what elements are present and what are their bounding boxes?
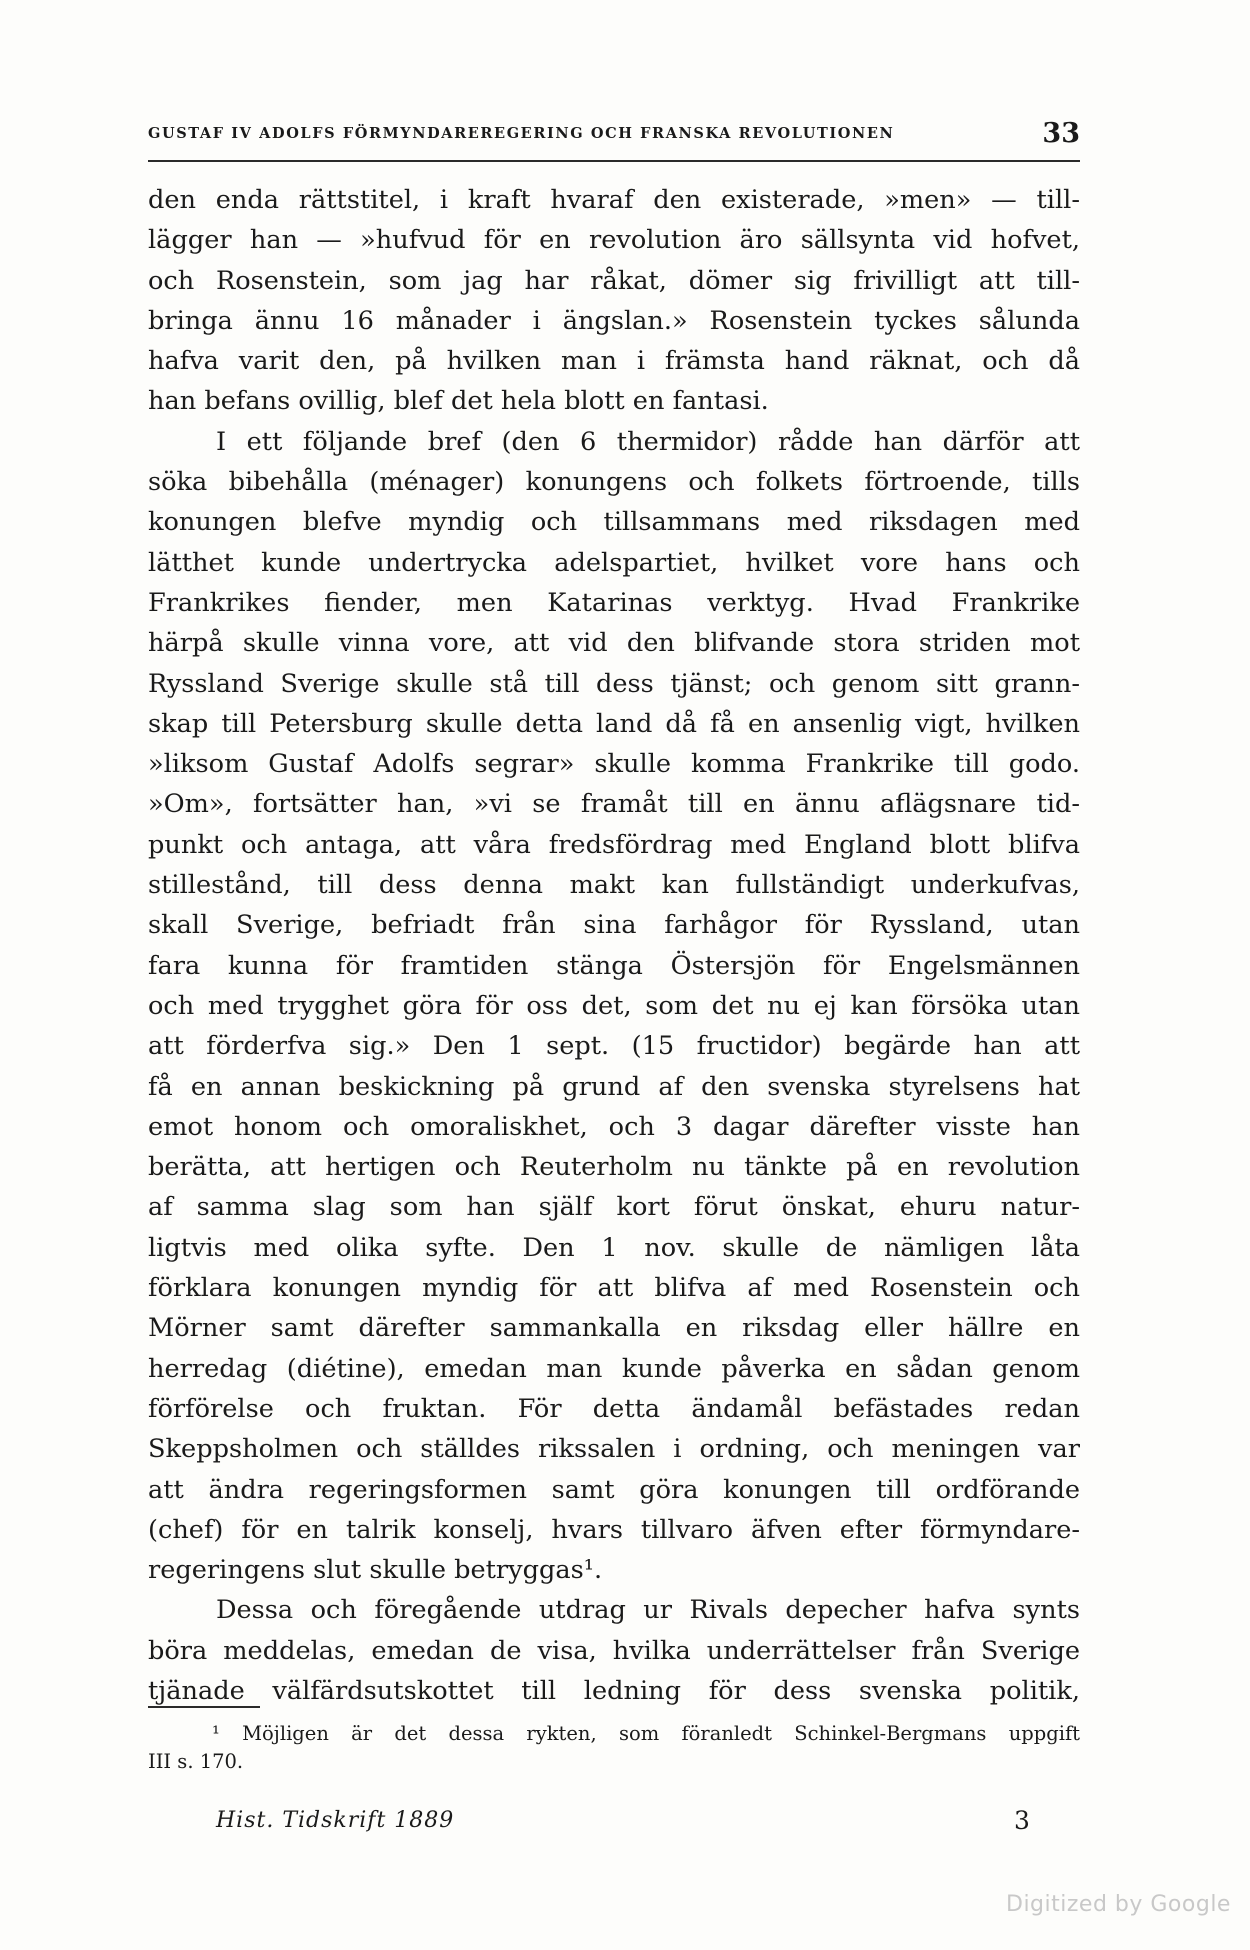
- header-rule: [148, 160, 1080, 162]
- text-line: och med trygghet göra för oss det, som det nu ej kan försöka utan: [148, 990, 1080, 1021]
- text-line: Dessa och föregående utdrag ur Rivals depecher hafva synts: [216, 1595, 1080, 1626]
- text-line: Skeppsholmen och ställdes rikssalen i ordning, och meningen var: [148, 1434, 1080, 1465]
- text-line: konungen blefve myndig och tillsammans med riksdagen med: [148, 507, 1080, 538]
- text-line: Frankrikes fiender, men Katarinas verktyg. Hvad Frankrike: [148, 587, 1080, 618]
- text-line: härpå skulle vinna vore, att vid den blifvande stora striden mot: [148, 628, 1080, 659]
- text-line: lätthet kunde undertrycka adelspartiet, hvilket vore hans och: [148, 547, 1080, 578]
- text-line: han befans ovillig, blef det hela blott en fantasi.: [148, 386, 769, 417]
- footnote-line: III s. 170.: [148, 1750, 244, 1773]
- text-line: punkt och antaga, att våra fredsfördrag med England blott blifva: [148, 829, 1080, 860]
- text-line: regeringens slut skulle betryggas¹.: [148, 1555, 603, 1586]
- page-number: 33: [1042, 118, 1080, 149]
- text-line: »liksom Gustaf Adolfs segrar» skulle komma Frankrike till godo.: [148, 749, 1080, 780]
- footnote-line: ¹ Möjligen är det dessa rykten, som föranledt Schinkel-Bergmans uppgift: [212, 1722, 1080, 1745]
- footnote: [148, 1720, 1080, 1776]
- text-line: stillestånd, till dess denna makt kan fullständigt underkufvas,: [148, 870, 1080, 901]
- text-line: I ett följande bref (den 6 thermidor) rådde han därför att: [216, 426, 1080, 457]
- text-line: förklara konungen myndig för att blifva af med Rosenstein och: [148, 1273, 1080, 1304]
- signature-sheet-number: 3: [1014, 1806, 1030, 1835]
- text-line: skap till Petersburg skulle detta land då få en ansenlig vigt, hvilken: [148, 708, 1080, 739]
- digitization-watermark: Digitized by Google: [1006, 1892, 1231, 1917]
- text-line: (chef) för en talrik konselj, hvars tillvaro äfven efter förmyndare-: [148, 1514, 1080, 1545]
- text-line: skall Sverige, befriadt från sina farhågor för Ryssland, utan: [148, 910, 1080, 941]
- text-line: ligtvis med olika syfte. Den 1 nov. skulle de nämligen låta: [148, 1232, 1080, 1263]
- text-line: att ändra regeringsformen samt göra konungen till ordförande: [148, 1474, 1080, 1505]
- text-line: den enda rättstitel, i kraft hvaraf den existerade, »men» — till-: [148, 185, 1080, 215]
- text-line: hafva varit den, på hvilken man i främsta hand räknat, och då: [148, 346, 1080, 377]
- text-line: emot honom och omoraliskhet, och 3 dagar därefter visste han: [148, 1111, 1080, 1142]
- text-line: lägger han — »hufvud för en revolution äro sällsynta vid hofvet,: [148, 225, 1080, 256]
- text-line: böra meddelas, emedan de visa, hvilka underrättelser från Sverige: [148, 1635, 1080, 1666]
- text-line: söka bibehålla (ménager) konungens och folkets förtroende, tills: [148, 467, 1080, 498]
- text-line: fara kunna för framtiden stänga Östersjön för Engelsmännen: [148, 950, 1080, 981]
- running-head: [148, 118, 1080, 148]
- text-line: bringa ännu 16 månader i ängslan.» Rosenstein tyckes sålunda: [148, 305, 1080, 336]
- text-line: herredag (diétine), emedan man kunde påverka en sådan genom: [148, 1353, 1080, 1384]
- text-line: att förderfva sig.» Den 1 sept. (15 fructidor) begärde han att: [148, 1031, 1080, 1062]
- text-line: berätta, att hertigen och Reuterholm nu tänkte på en revolution: [148, 1152, 1080, 1183]
- signature-journal: Hist. Tidskrift 1889: [216, 1808, 455, 1833]
- text-line: få en annan beskickning på grund af den svenska styrelsens hat: [148, 1071, 1080, 1102]
- running-title: GUSTAF IV ADOLFS FÖRMYNDAREREGERING OCH FRANSKA REVOLUTIONEN: [148, 125, 895, 142]
- text-line: och Rosenstein, som jag har råkat, dömer sig frivilligt att till-: [148, 265, 1080, 296]
- text-line: Ryssland Sverige skulle stå till dess tjänst; och genom sitt grann-: [148, 668, 1080, 699]
- text-line: »Om», fortsätter han, »vi se framåt till en ännu aflägsnare tid-: [148, 789, 1080, 820]
- text-line: af samma slag som han själf kort förut önskat, ehuru natur-: [148, 1192, 1080, 1223]
- text-line: Mörner samt därefter sammankalla en riksdag eller hällre en: [148, 1313, 1080, 1344]
- footnote-rule: [148, 1706, 260, 1708]
- text-line: tjänade välfärdsutskottet till ledning för dess svenska politik,: [148, 1675, 1080, 1706]
- body-text: [148, 180, 1080, 1711]
- text-line: förförelse och fruktan. För detta ändamål befästades redan: [148, 1393, 1080, 1424]
